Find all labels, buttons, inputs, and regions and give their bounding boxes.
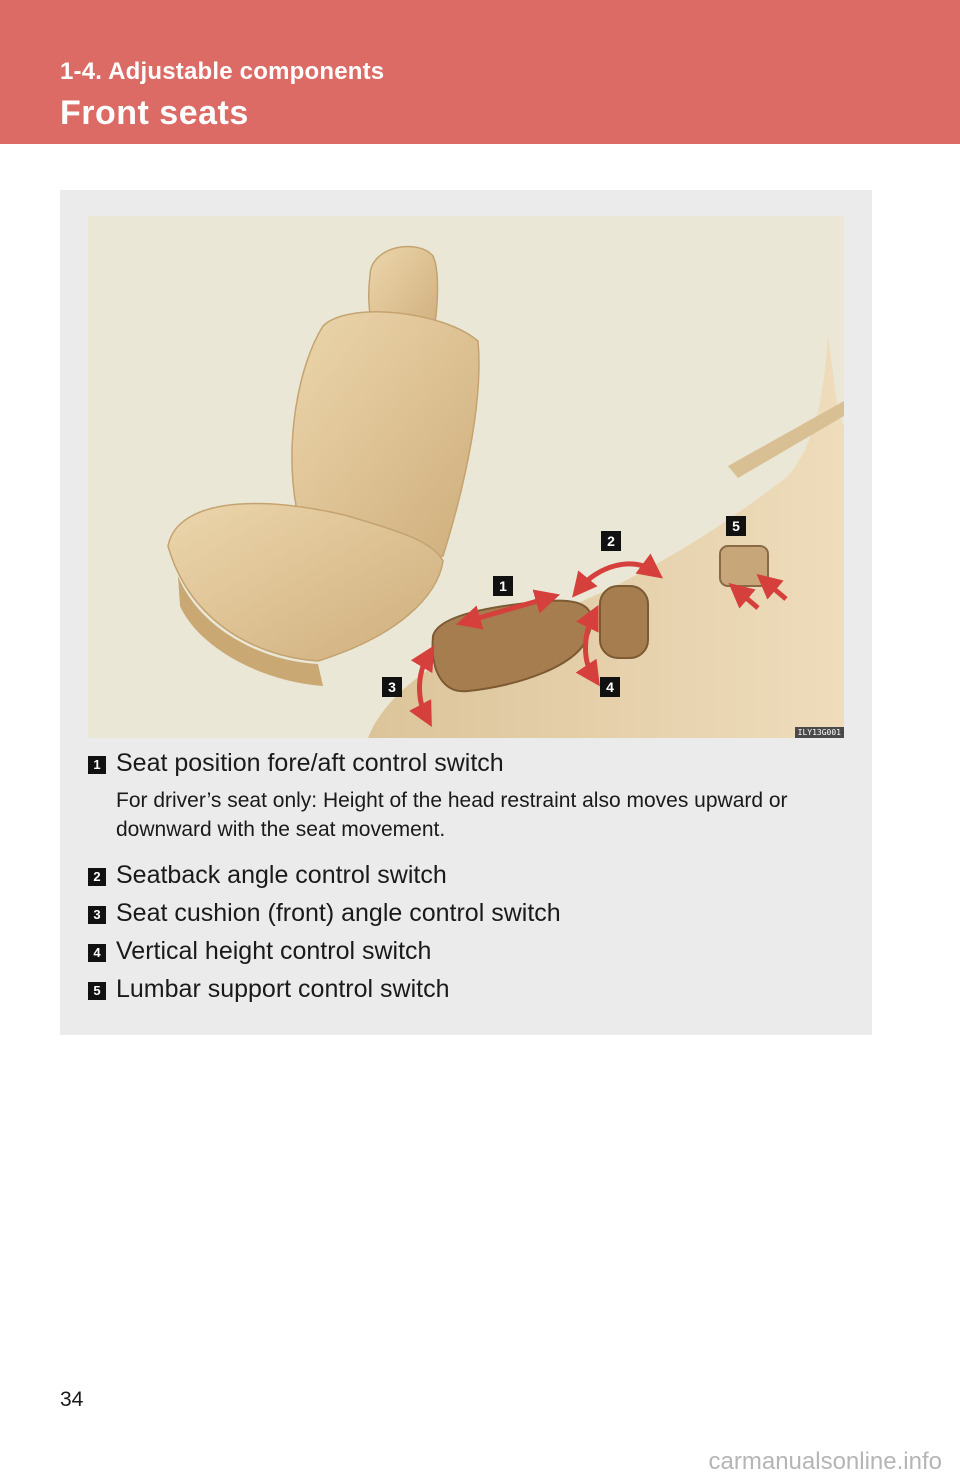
lumbar-switch <box>720 546 768 586</box>
image-code: ILY13G001 <box>795 727 844 738</box>
list-item <box>88 744 858 844</box>
seat-illustration <box>88 216 844 738</box>
page-title: Front seats <box>60 94 249 132</box>
callout-1: 1 <box>499 578 507 594</box>
callout-4: 4 <box>606 679 614 695</box>
callout-3: 3 <box>388 679 396 695</box>
list-item <box>88 970 858 1008</box>
item-number-badge: 3 <box>88 906 106 924</box>
item-label: Seatback angle control switch <box>116 861 447 889</box>
list-item <box>88 856 858 894</box>
list-item <box>88 894 858 932</box>
item-label: Seat position fore/aft control switch <box>116 749 504 777</box>
item-number-badge: 5 <box>88 982 106 1000</box>
section-label: 1-4. Adjustable components <box>60 58 385 85</box>
switch-list <box>88 744 858 1008</box>
item-number-badge: 2 <box>88 868 106 886</box>
item-label: Seat cushion (front) angle control switch <box>116 899 561 927</box>
list-item <box>88 932 858 970</box>
item-label: Vertical height control switch <box>116 937 432 965</box>
item-note: For driver’s seat only: Height of the head restraint also moves upward or downward with the seat movement. <box>116 789 788 841</box>
page-number: 34 <box>60 1388 84 1411</box>
item-label: Lumbar support control switch <box>116 975 450 1003</box>
watermark-link[interactable]: carmanualsonline.info <box>708 1448 942 1475</box>
callout-5: 5 <box>732 518 740 534</box>
seat-diagram <box>88 216 844 738</box>
chapter-header <box>0 0 960 144</box>
callout-2: 2 <box>607 533 615 549</box>
seatback-switch <box>600 586 648 658</box>
item-number-badge: 1 <box>88 756 106 774</box>
item-number-badge: 4 <box>88 944 106 962</box>
